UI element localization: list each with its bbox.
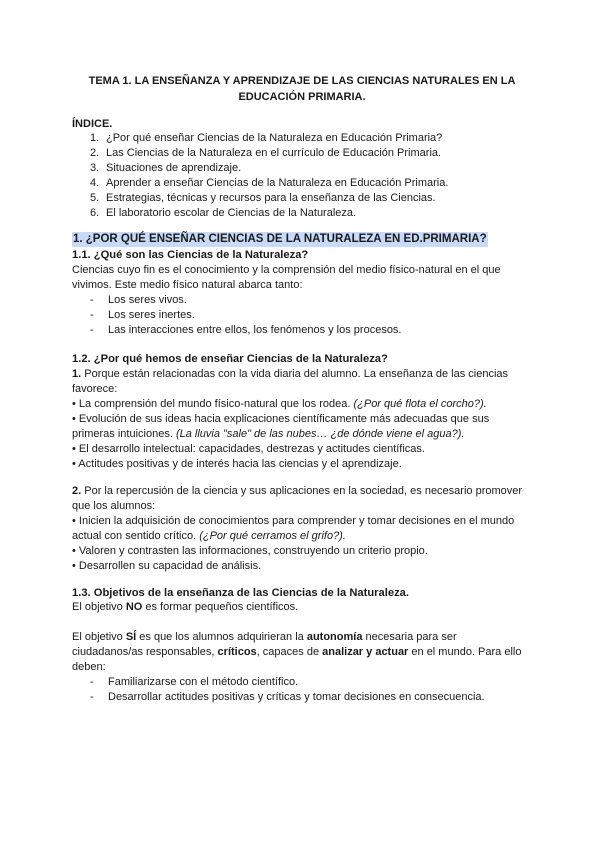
index-item: 6. El laboratorio escolar de Ciencias de la Naturaleza. (90, 207, 357, 219)
document-title: TEMA 1. LA ENSEÑANZA Y APRENDIZAJE DE LAS CIENCIAS NATURALES EN LA EDUCACIÓN PRIMARIA. (88, 75, 516, 103)
list-item: - Las interacciones entre ellos, los fenómenos y los procesos. (90, 324, 402, 336)
index-item: 4. Aprender a enseñar Ciencias de la Naturaleza en Educación Primaria. (90, 177, 449, 189)
section-1-2-point-2: 2. Por la repercusión de la ciencia y sus aplicaciones en la sociedad, es necesario promover que los alumnos: • Inicien la adquisición de conocimientos para comprender y tomar decisiones en el mundo actual con sentido crítico. (¿Por qué cerramos el grifo?). • Valoren y contrasten las informaciones, construyendo un criterio propio. • Desarrollen su capacidad de análisis. (72, 485, 523, 572)
index-item: 3. Situaciones de aprendizaje. (90, 162, 242, 174)
section-1-3-heading: 1.3. Objetivos de la enseñanza de las Ciencias de la Naturaleza. (72, 587, 410, 599)
objective-si-paragraph: El objetivo SÍ es que los alumnos adquirieran la autonomía necesaria para ser ciudadanos/as responsables, críticos, capaces de analizar y actuar en el mundo. Para ello deben: (72, 631, 522, 673)
section-1-heading: 1. ¿POR QUÉ ENSEÑAR CIENCIAS DE LA NATURALEZA EN ED.PRIMARIA? (73, 233, 487, 245)
index-item: 5. Estrategias, técnicas y recursos para la enseñanza de las Ciencias. (90, 192, 436, 204)
index-item: 1. ¿Por qué enseñar Ciencias de la Naturaleza en Educación Primaria? (90, 132, 443, 144)
index-heading: ÍNDICE. (72, 118, 113, 130)
section-1-2-point-1: 1. Porque están relacionadas con la vida diaria del alumno. La enseñanza de las ciencias favorece: • La comprensión del mundo físico-natural que los rodea. (¿Por qué flota el corcho?). • Evolución de sus ideas hacia explicaciones científicamente más adecuadas que sus primeras intuiciones. (La lluvia "sale" de las nubes… ¿de dónde viene el agua?). • El desarrollo intelectual: capacidades, destrezas y actitudes científicas. • Actitudes positivas y de interés hacia las ciencias y el aprendizaje. (72, 368, 509, 470)
section-1-1-paragraph: Ciencias cuyo fin es el conocimiento y la comprensión del medio físico-natural en el que vivimos. Este medio físico natural abarca tanto: (72, 264, 501, 291)
objective-no-paragraph: El objetivo NO es formar pequeños científicos. (72, 601, 299, 613)
section-1-2-heading: 1.2. ¿Por qué hemos de enseñar Ciencias de la Naturaleza? (72, 353, 388, 365)
section-1-1-heading: 1.1. ¿Qué son las Ciencias de la Naturaleza? (72, 249, 309, 261)
list-item: - Los seres vivos. (90, 294, 187, 306)
index-item: 2. Las Ciencias de la Naturaleza en el currículo de Educación Primaria. (90, 147, 442, 159)
list-item: - Familiarizarse con el método científico. (90, 676, 299, 688)
list-item: - Los seres inertes. (90, 309, 195, 321)
list-item: - Desarrollar actitudes positivas y críticas y tomar decisiones en consecuencia. (90, 691, 485, 703)
